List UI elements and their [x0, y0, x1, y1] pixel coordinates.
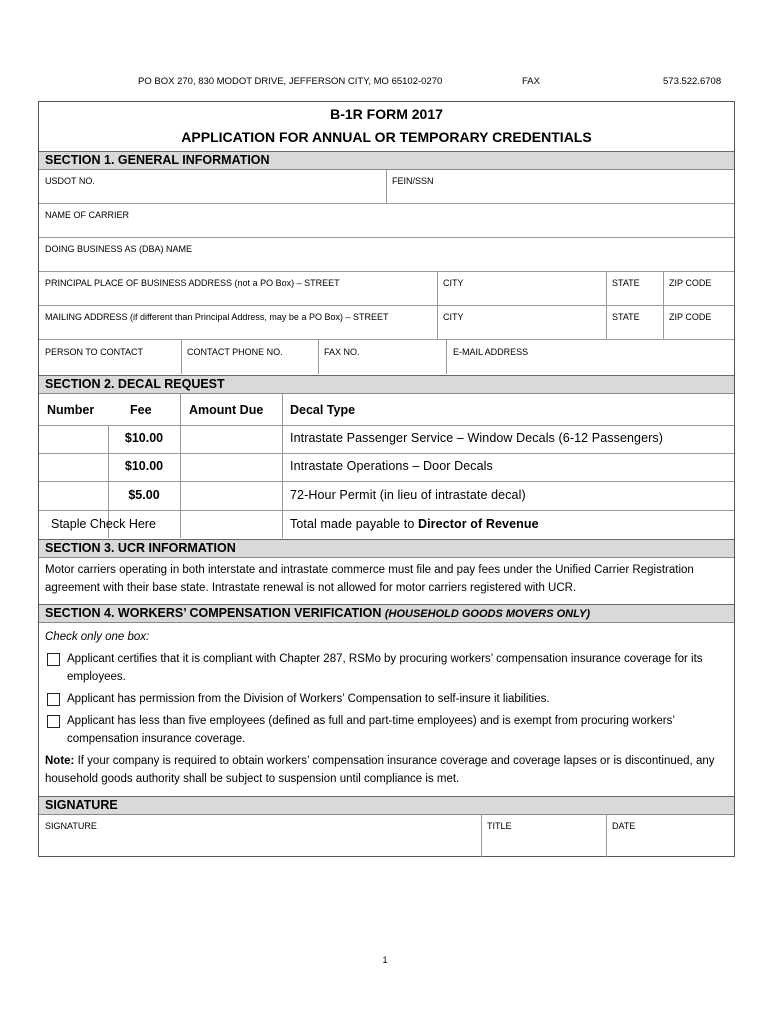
mailing-zip-field[interactable]	[664, 306, 735, 339]
decal-fee: $5.00	[128, 488, 160, 502]
compliance-option: Applicant certifies that it is compliant with Chapter 287, RSMo by procuring workers’ compensation insurance coverage for its employees.	[67, 653, 703, 683]
self-insure-option: Applicant has permission from the Division of Workers’ Compensation to self-insure it liabilities.	[67, 693, 550, 705]
decal-fee: $10.00	[124, 459, 164, 473]
divider	[39, 453, 734, 454]
mailing-state-field[interactable]	[607, 306, 662, 339]
principal-city-label: CITY	[443, 278, 464, 288]
fax-no-label: FAX NO.	[324, 347, 360, 357]
contact-phone-field[interactable]	[182, 340, 317, 374]
principal-state-field[interactable]	[607, 272, 662, 305]
amount-due-field[interactable]	[181, 454, 281, 481]
form-title: B-1R FORM 2017	[330, 106, 443, 122]
decal-type: 72-Hour Permit (in lieu of intrastate decal)	[290, 488, 526, 502]
mailing-city-label: CITY	[443, 312, 464, 322]
self-insure-checkbox[interactable]	[47, 693, 60, 706]
compensation-note	[45, 752, 726, 788]
contact-person-label: PERSON TO CONTACT	[45, 347, 144, 357]
decal-type: Intrastate Passenger Service – Window Decals (6-12 Passengers)	[290, 431, 664, 445]
divider	[282, 394, 283, 538]
total-prefix: Total made payable to	[290, 517, 418, 531]
divider	[39, 425, 734, 426]
carrier-name-field[interactable]	[39, 204, 735, 237]
divider	[39, 481, 734, 482]
fein-label: FEIN/SSN	[392, 176, 434, 186]
mailing-address-header: PO BOX 270, 830 MODOT DRIVE, JEFFERSON CITY, MO 65102-0270	[138, 76, 443, 87]
usdot-label: USDOT NO.	[45, 176, 95, 186]
principal-zip-field[interactable]	[664, 272, 735, 305]
fax-label: FAX	[522, 76, 540, 87]
fee-column-header: Fee	[130, 403, 152, 417]
decal-type: Intrastate Operations – Door Decals	[290, 459, 493, 473]
exempt-checkbox[interactable]	[47, 715, 60, 728]
contact-phone-label: CONTACT PHONE NO.	[187, 347, 283, 357]
title-field[interactable]	[482, 816, 605, 856]
decal-type-column-header: Decal Type	[290, 403, 356, 417]
section2-heading: SECTION 2. DECAL REQUEST	[39, 375, 734, 394]
total-amount-field[interactable]	[181, 511, 281, 538]
signature-heading: SIGNATURE	[39, 796, 734, 815]
decal-number-field[interactable]	[39, 482, 107, 509]
section1-heading: SECTION 1. GENERAL INFORMATION	[39, 151, 734, 170]
principal-city-field[interactable]	[438, 272, 605, 305]
principal-street-field[interactable]	[39, 272, 436, 305]
decal-number-field[interactable]	[39, 454, 107, 481]
divider	[39, 510, 734, 511]
number-column-header: Number	[47, 403, 95, 417]
dba-field[interactable]	[39, 238, 735, 271]
email-field[interactable]	[447, 340, 735, 374]
dba-label: DOING BUSINESS AS (DBA) NAME	[45, 244, 193, 254]
mailing-street-label: MAILING ADDRESS (if different than Principal Address, may be a PO Box) – STREET	[45, 312, 389, 322]
exempt-option: Applicant has less than five employees (defined as full and part-time employees) and is exempt from procuring workers’ compensation insurance coverage.	[67, 715, 675, 745]
mailing-city-field[interactable]	[438, 306, 605, 339]
staple-check-note: Staple Check Here	[51, 517, 156, 531]
page-number: 1	[382, 955, 388, 965]
section4-heading	[39, 604, 734, 623]
ucr-info-text: Motor carriers operating in both interstate and intrastate commerce must file and pay fees under the Unified Carrier Registration agreement with their base state. Intrastate renewal is not allowed for motor carriers registered with UCR.	[45, 564, 694, 594]
note-label: Note:	[45, 755, 75, 767]
mailing-zip-label: ZIP CODE	[669, 312, 712, 322]
fax-no-field[interactable]	[319, 340, 445, 374]
check-instruction: Check only one box:	[45, 631, 150, 643]
total-payee: Director of Revenue	[417, 517, 539, 531]
signature-field[interactable]	[39, 816, 480, 856]
signature-label: SIGNATURE	[45, 821, 97, 831]
credentials-form	[38, 101, 735, 857]
fein-field[interactable]	[387, 170, 735, 203]
principal-zip-label: ZIP CODE	[669, 278, 712, 288]
usdot-field[interactable]	[39, 170, 385, 203]
form-subtitle: APPLICATION FOR ANNUAL OR TEMPORARY CREDENTIALS	[181, 129, 592, 145]
mailing-state-label: STATE	[612, 312, 640, 322]
fax-number: 573.522.6708	[663, 76, 722, 87]
section4-note: (HOUSEHOLD GOODS MOVERS ONLY)	[384, 608, 590, 620]
date-label: DATE	[612, 821, 636, 831]
principal-street-label: PRINCIPAL PLACE OF BUSINESS ADDRESS (not a PO Box) – STREET	[45, 278, 340, 288]
note-text: If your company is required to obtain workers’ compensation insurance coverage and coverage lapses or is discontinued, any household goods authority shall be subject to suspension until compliance is met.	[45, 755, 715, 785]
date-field[interactable]	[607, 816, 735, 856]
amount-due-field[interactable]	[181, 426, 281, 453]
principal-state-label: STATE	[612, 278, 640, 288]
total-payable-line	[290, 517, 539, 531]
compliance-checkbox[interactable]	[47, 653, 60, 666]
title-label: TITLE	[487, 821, 512, 831]
amount-due-field[interactable]	[181, 482, 281, 509]
contact-person-field[interactable]	[39, 340, 180, 374]
decal-fee: $10.00	[124, 431, 164, 445]
decal-number-field[interactable]	[39, 426, 107, 453]
email-label: E-MAIL ADDRESS	[453, 347, 529, 357]
section3-heading: SECTION 3. UCR INFORMATION	[39, 539, 734, 558]
section4-title: SECTION 4. WORKERS’ COMPENSATION VERIFICATION	[45, 606, 382, 620]
mailing-street-field[interactable]	[39, 306, 436, 339]
carrier-name-label: NAME OF CARRIER	[45, 210, 130, 220]
amount-due-column-header: Amount Due	[189, 403, 264, 417]
